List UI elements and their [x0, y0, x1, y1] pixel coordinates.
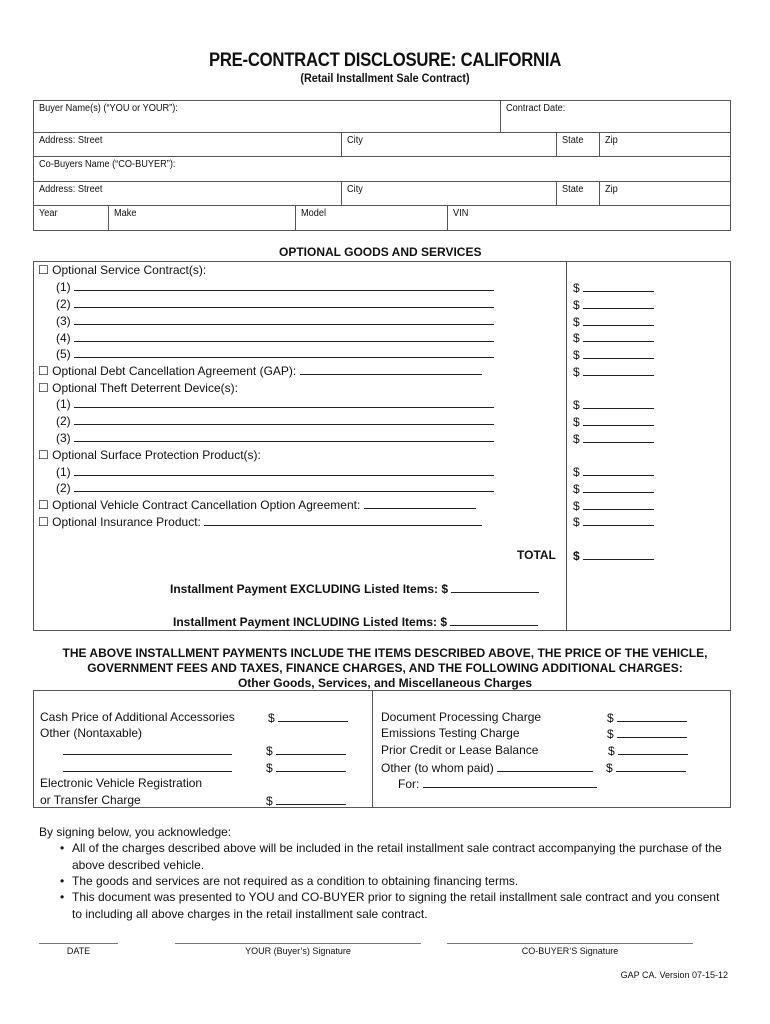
vcco-amount[interactable] — [573, 498, 654, 513]
for-input[interactable] — [423, 776, 597, 788]
currency-symbol: $ — [573, 298, 580, 312]
currency-symbol: $ — [573, 365, 580, 379]
vcco-input[interactable] — [364, 497, 476, 509]
insurance-option[interactable] — [38, 514, 482, 531]
buyer-street-field[interactable] — [34, 133, 341, 156]
theft-deterrent-2[interactable] — [56, 413, 494, 430]
amount-input[interactable] — [276, 743, 346, 755]
bullet-icon: • — [60, 890, 65, 904]
insurance-input[interactable] — [204, 514, 482, 526]
total-label: TOTAL — [517, 548, 556, 562]
buyer-signature-label: YOUR (Buyer’s) Signature — [245, 946, 351, 956]
theft-deterrent-1-input[interactable] — [74, 396, 494, 408]
service-contract-1-amount[interactable] — [573, 280, 654, 295]
other-paid-payee-input[interactable] — [497, 760, 593, 772]
optional-goods-divider — [566, 261, 567, 631]
cobuyer-signature-line[interactable] — [447, 943, 693, 944]
notice-line-2: GOVERNMENT FEES AND TAXES, FINANCE CHARGES, AND THE FOLLOWING ADDITIONAL CHARGES: — [87, 661, 683, 675]
service-contract-4[interactable] — [56, 330, 494, 347]
currency-symbol: $ — [573, 515, 580, 529]
vehicle-vin-field[interactable] — [447, 206, 730, 230]
service-contract-4-amount[interactable] — [573, 330, 654, 345]
currency-symbol: $ — [573, 315, 580, 329]
vehicle-year-field[interactable] — [34, 206, 108, 230]
street-label: Address: Street — [39, 135, 103, 146]
date-signature-line[interactable] — [39, 943, 118, 944]
item-number: (2) — [56, 481, 71, 495]
bullet-icon: • — [60, 841, 65, 855]
cobuyer-city-field[interactable] — [341, 182, 557, 205]
zip-label: Zip — [605, 135, 618, 146]
zip-label: Zip — [605, 184, 618, 195]
theft-deterrent-label: Optional Theft Deterrent Device(s): — [52, 381, 238, 395]
buyer-info-table — [33, 100, 731, 231]
checkbox-icon[interactable]: ☐ — [38, 381, 49, 395]
vehicle-row — [34, 205, 730, 230]
item-number: (4) — [56, 331, 71, 345]
currency-symbol: $ — [573, 415, 580, 429]
payment-excluding-label: Installment Payment EXCLUDING Listed Items: — [170, 582, 439, 596]
amount-input[interactable] — [583, 498, 654, 510]
service-contract-3-input[interactable] — [74, 313, 494, 325]
gap-amount[interactable] — [573, 364, 654, 379]
service-contract-5-input[interactable] — [74, 346, 494, 358]
gap-input[interactable] — [300, 363, 482, 375]
currency-symbol: $ — [266, 794, 273, 808]
checkbox-icon[interactable]: ☐ — [38, 263, 49, 277]
amount-input[interactable] — [583, 364, 654, 376]
buyer-name-row — [34, 101, 730, 132]
cash-price-amount[interactable] — [268, 710, 348, 725]
service-contract-1-input[interactable] — [74, 279, 494, 291]
currency-symbol: $ — [573, 281, 580, 295]
item-number: (5) — [56, 347, 71, 361]
contract-date-label: Contract Date: — [506, 103, 566, 114]
checkbox-icon[interactable]: ☐ — [38, 498, 49, 512]
theft-deterrent-1[interactable] — [56, 396, 494, 413]
item-number: (1) — [56, 465, 71, 479]
cobuyer-zip-field[interactable] — [599, 182, 730, 205]
bullet-icon: • — [60, 874, 65, 888]
amount-input[interactable] — [583, 514, 654, 526]
acknowledge-bullet-1 — [60, 840, 722, 873]
amount-input[interactable] — [583, 347, 654, 359]
surface-protection-1[interactable] — [56, 464, 494, 481]
street-label: Address: Street — [39, 184, 103, 195]
currency-symbol: $ — [607, 711, 614, 725]
prior-credit-label: Prior Credit or Lease Balance — [381, 743, 539, 757]
buyer-name-label: Buyer Name(s) (“YOU or YOUR”): — [39, 103, 178, 114]
nontaxable-1-amount[interactable] — [266, 743, 346, 758]
nontaxable-2-description-input[interactable] — [63, 760, 232, 772]
currency-symbol: $ — [573, 549, 580, 563]
currency-symbol: $ — [573, 499, 580, 513]
surface-protection-option[interactable] — [38, 447, 261, 464]
vcco-label: Optional Vehicle Contract Cancellation Option Agreement: — [52, 498, 361, 512]
currency-symbol: $ — [573, 398, 580, 412]
item-number: (2) — [56, 297, 71, 311]
city-label: City — [346, 135, 363, 146]
cobuyer-name-label: Co-Buyers Name (“CO-BUYER”): — [39, 159, 176, 170]
total-amount[interactable] — [573, 548, 654, 563]
amount-input[interactable] — [583, 481, 654, 493]
currency-symbol: $ — [268, 711, 275, 725]
payment-excluding-row[interactable] — [170, 581, 539, 596]
page-subtitle: (Retail Installment Sale Contract) — [300, 71, 470, 85]
checkbox-icon[interactable]: ☐ — [38, 448, 49, 462]
vehicle-make-field[interactable] — [108, 206, 295, 230]
insurance-amount[interactable] — [573, 514, 654, 529]
currency-symbol: $ — [266, 761, 273, 775]
buyer-signature-line[interactable] — [175, 943, 421, 944]
checkbox-icon[interactable]: ☐ — [38, 364, 49, 378]
currency-symbol: $ — [573, 482, 580, 496]
item-number: (2) — [56, 414, 71, 428]
currency-symbol: $ — [606, 761, 613, 775]
doc-processing-amount[interactable] — [607, 710, 687, 725]
cobuyer-signature-label: CO-BUYER’S Signature — [521, 946, 619, 956]
amount-input[interactable] — [276, 760, 346, 772]
currency-symbol: $ — [573, 432, 580, 446]
notice-line-1: THE ABOVE INSTALLMENT PAYMENTS INCLUDE THE ITEMS DESCRIBED ABOVE, THE PRICE OF THE VEHICLE, — [62, 646, 708, 660]
service-contract-2-amount[interactable] — [573, 297, 654, 312]
acknowledge-bullet-3 — [60, 889, 722, 922]
amount-input[interactable] — [618, 743, 688, 755]
notice-subheading: Other Goods, Services, and Miscellaneous Charges — [237, 676, 533, 690]
currency-symbol: $ — [441, 582, 449, 596]
theft-deterrent-3-input[interactable] — [74, 430, 494, 442]
nontaxable-2-amount[interactable] — [266, 760, 346, 775]
nontaxable-1[interactable] — [63, 743, 232, 758]
emissions-amount[interactable] — [607, 726, 687, 741]
nontaxable-2[interactable] — [63, 760, 232, 775]
amount-input[interactable] — [617, 710, 687, 722]
page-title: PRE-CONTRACT DISCLOSURE: CALIFORNIA — [208, 50, 562, 71]
theft-deterrent-option[interactable] — [38, 380, 238, 397]
amount-input[interactable] — [617, 726, 687, 738]
amount-input[interactable] — [583, 314, 654, 326]
acknowledge-intro: By signing below, you acknowledge: — [39, 825, 232, 839]
cobuyer-state-field[interactable] — [556, 182, 599, 205]
other-paid-amount[interactable] — [606, 760, 686, 775]
bullet-text: The goods and services are not required as a condition to obtaining financing terms. — [72, 874, 519, 888]
buyer-zip-field[interactable] — [599, 133, 730, 156]
other-nontaxable-label: Other (Nontaxable) — [40, 726, 143, 740]
surface-protection-label: Optional Surface Protection Product(s): — [52, 448, 261, 462]
for-label: For: — [398, 777, 420, 791]
cobuyer-address-row — [34, 181, 730, 205]
amount-input[interactable] — [583, 297, 654, 309]
service-contract-5-amount[interactable] — [573, 347, 654, 362]
service-contract-2-input[interactable] — [74, 296, 494, 308]
cobuyer-name-field[interactable] — [34, 157, 730, 181]
bullet-text: All of the charges described above will be included in the retail installment sale contract accompanying the purchase of the above described vehicle. — [72, 841, 722, 872]
amount-input[interactable] — [583, 431, 654, 443]
amount-input[interactable] — [276, 793, 346, 805]
model-label: Model — [300, 208, 326, 219]
service-contract-5[interactable] — [56, 346, 494, 363]
amount-input[interactable] — [583, 464, 654, 476]
prior-credit-amount[interactable] — [608, 743, 688, 758]
evr-label-line-1: Electronic Vehicle Registration — [40, 776, 203, 790]
currency-symbol: $ — [573, 465, 580, 479]
vehicle-model-field[interactable] — [295, 206, 448, 230]
currency-symbol: $ — [440, 615, 448, 629]
currency-symbol: $ — [573, 348, 580, 362]
year-label: Year — [39, 208, 58, 219]
other-paid-row[interactable] — [381, 760, 593, 775]
surface-protection-1-input[interactable] — [74, 464, 494, 476]
insurance-label: Optional Insurance Product: — [52, 515, 201, 529]
surface-protection-2[interactable] — [56, 480, 494, 497]
date-label: DATE — [66, 946, 91, 956]
surface-protection-1-amount[interactable] — [573, 464, 654, 479]
theft-deterrent-1-amount[interactable] — [573, 397, 654, 412]
service-contract-3[interactable] — [56, 313, 494, 330]
state-label: State — [562, 135, 584, 146]
other-paid-label: Other (to whom paid) — [381, 761, 494, 775]
service-contract-2[interactable] — [56, 296, 494, 313]
nontaxable-1-description-input[interactable] — [63, 743, 232, 755]
make-label: Make — [113, 208, 137, 219]
amount-input[interactable] — [278, 710, 348, 722]
contract-date-field[interactable] — [500, 101, 730, 132]
city-label: City — [346, 184, 363, 195]
bullet-text: This document was presented to YOU and CO-BUYER prior to signing the retail installment sale contract and you consent to including all above charges in the retail installment sale contract. — [72, 890, 720, 921]
theft-deterrent-3-amount[interactable] — [573, 431, 654, 446]
amount-input[interactable] — [583, 330, 654, 342]
surface-protection-2-input[interactable] — [74, 480, 494, 492]
theft-deterrent-3[interactable] — [56, 430, 494, 447]
state-label: State — [562, 184, 584, 195]
payment-including-input[interactable] — [450, 614, 538, 626]
gap-label: Optional Debt Cancellation Agreement (GAP): — [52, 364, 297, 378]
cobuyer-name-row — [34, 156, 730, 181]
service-contract-label: Optional Service Contract(s): — [52, 263, 207, 277]
item-number: (1) — [56, 397, 71, 411]
cash-price-label: Cash Price of Additional Accessories — [40, 710, 235, 724]
theft-deterrent-2-input[interactable] — [74, 413, 494, 425]
buyer-name-field[interactable] — [34, 101, 500, 132]
item-number: (1) — [56, 280, 71, 294]
service-contract-option[interactable] — [38, 262, 206, 279]
optional-goods-heading: OPTIONAL GOODS AND SERVICES — [279, 245, 482, 259]
amount-input[interactable] — [616, 760, 686, 772]
amount-input[interactable] — [583, 414, 654, 426]
currency-symbol: $ — [607, 727, 614, 741]
service-contract-4-input[interactable] — [74, 330, 494, 342]
evr-label-line-2: or Transfer Charge — [40, 793, 141, 807]
amount-input[interactable] — [583, 280, 654, 292]
buyer-city-field[interactable] — [341, 133, 557, 156]
total-input[interactable] — [583, 548, 654, 560]
currency-symbol: $ — [266, 744, 273, 758]
emissions-label: Emissions Testing Charge — [381, 726, 520, 740]
currency-symbol: $ — [608, 744, 615, 758]
other-charges-divider — [372, 690, 373, 808]
surface-protection-2-amount[interactable] — [573, 481, 654, 496]
doc-processing-label: Document Processing Charge — [381, 710, 542, 724]
buyer-state-field[interactable] — [556, 133, 599, 156]
service-contract-1[interactable] — [56, 279, 494, 296]
currency-symbol: $ — [573, 331, 580, 345]
acknowledge-bullet-2 — [60, 873, 722, 890]
payment-including-row[interactable] — [173, 614, 538, 629]
vin-label: VIN — [453, 208, 469, 219]
theft-deterrent-2-amount[interactable] — [573, 414, 654, 429]
cobuyer-street-field[interactable] — [34, 182, 341, 205]
service-contract-3-amount[interactable] — [573, 314, 654, 329]
vcco-option[interactable] — [38, 497, 476, 514]
checkbox-icon[interactable]: ☐ — [38, 515, 49, 529]
payment-including-label: Installment Payment INCLUDING Listed Items: — [173, 615, 438, 629]
item-number: (3) — [56, 431, 71, 445]
for-row[interactable] — [398, 776, 597, 791]
payment-excluding-input[interactable] — [451, 581, 539, 593]
evr-amount[interactable] — [266, 793, 346, 808]
gap-option[interactable] — [38, 363, 482, 380]
item-number: (3) — [56, 314, 71, 328]
version-label: GAP CA. Version 07-15-12 — [620, 970, 728, 980]
amount-input[interactable] — [583, 397, 654, 409]
buyer-address-row — [34, 132, 730, 156]
